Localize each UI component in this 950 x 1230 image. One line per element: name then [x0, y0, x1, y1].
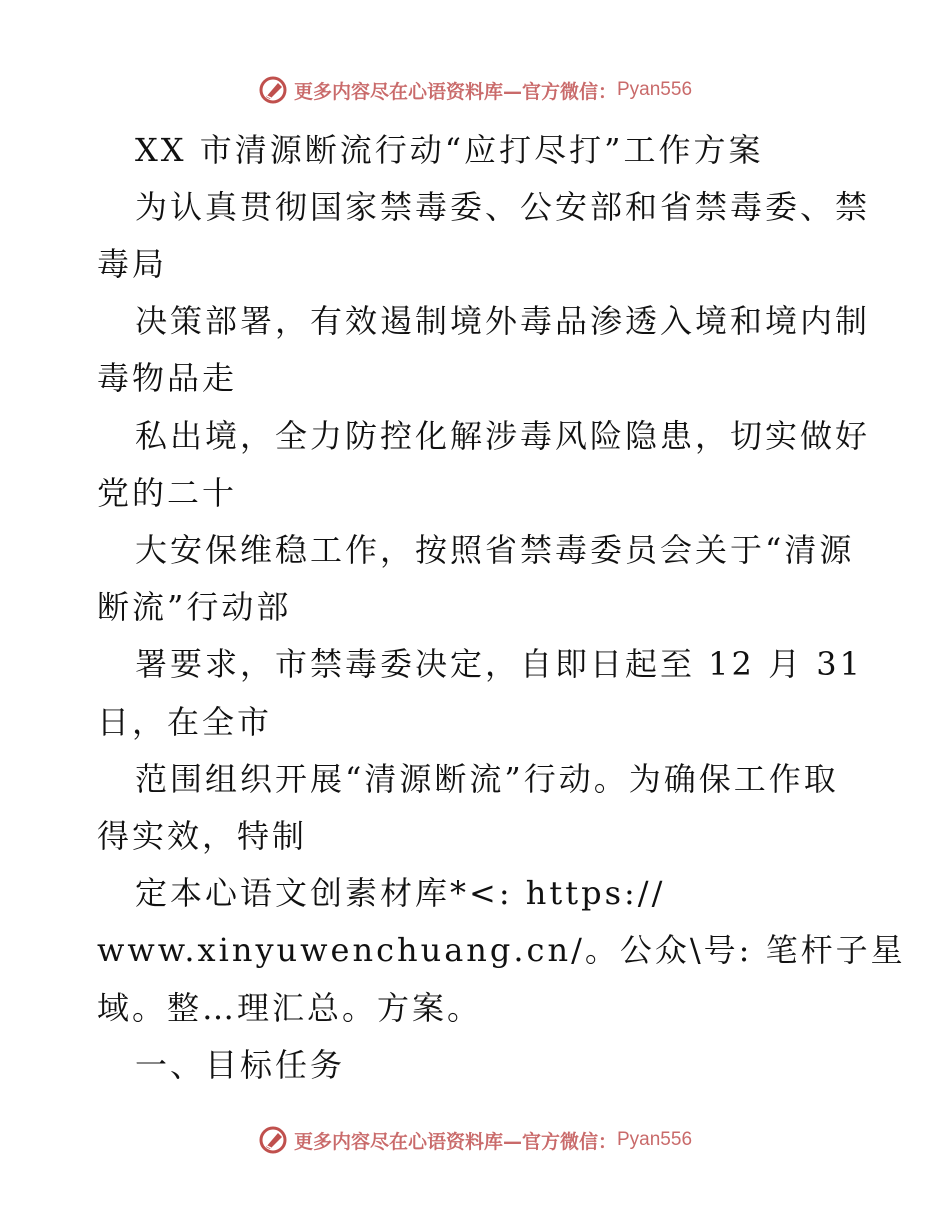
banner-text: 更多内容尽在心语资料库—官方微信： [293, 1130, 617, 1153]
paragraph-line: 私出境，全力防控化解涉毒风险隐患，切实做好 [135, 417, 871, 455]
paragraph-line: www.xinyuwenchuang.cn/。公众\号: 笔杆子星 [97, 931, 906, 969]
paragraph-line: 为认真贯彻国家禁毒委、公安部和省禁毒委、禁 [135, 188, 871, 226]
paragraph-line: 范围组织开展“清源断流”行动。为确保工作取 [135, 760, 839, 798]
paragraph-line: 党的二十 [97, 474, 238, 512]
paragraph-line: 毒物品走 [97, 359, 238, 397]
paragraph-line: 断流”行动部 [97, 588, 292, 626]
banner-contact: Pyan556 [617, 79, 693, 100]
paragraph-line: 定本心语文创素材库*<: https:// [135, 874, 666, 912]
header-banner [0, 72, 950, 108]
banner-contact: Pyan556 [617, 1129, 693, 1150]
paragraph-line: 决策部署，有效遏制境外毒品渗透入境和境内制 [135, 302, 871, 340]
pen-nib-circle-icon [258, 75, 288, 105]
pen-nib-circle-icon [258, 1125, 288, 1155]
paragraph-line: 署要求，市禁毒委决定，自即日起至 12 月 31 [135, 645, 863, 683]
paragraph-line: 日，在全市 [97, 703, 273, 741]
footer-banner [0, 1122, 950, 1158]
paragraph-line: 得实效，特制 [97, 817, 308, 855]
paragraph-line: 毒局 [97, 245, 168, 283]
paragraph-line: 域。整…理汇总。方案。 [97, 989, 483, 1027]
section-heading: 一、目标任务 [135, 1046, 346, 1084]
paragraph-line: 大安保维稳工作，按照省禁毒委员会关于“清源 [135, 531, 855, 569]
banner-text: 更多内容尽在心语资料库—官方微信： [293, 80, 617, 103]
document-title: XX 市清源断流行动“应打尽打”工作方案 [135, 131, 764, 169]
